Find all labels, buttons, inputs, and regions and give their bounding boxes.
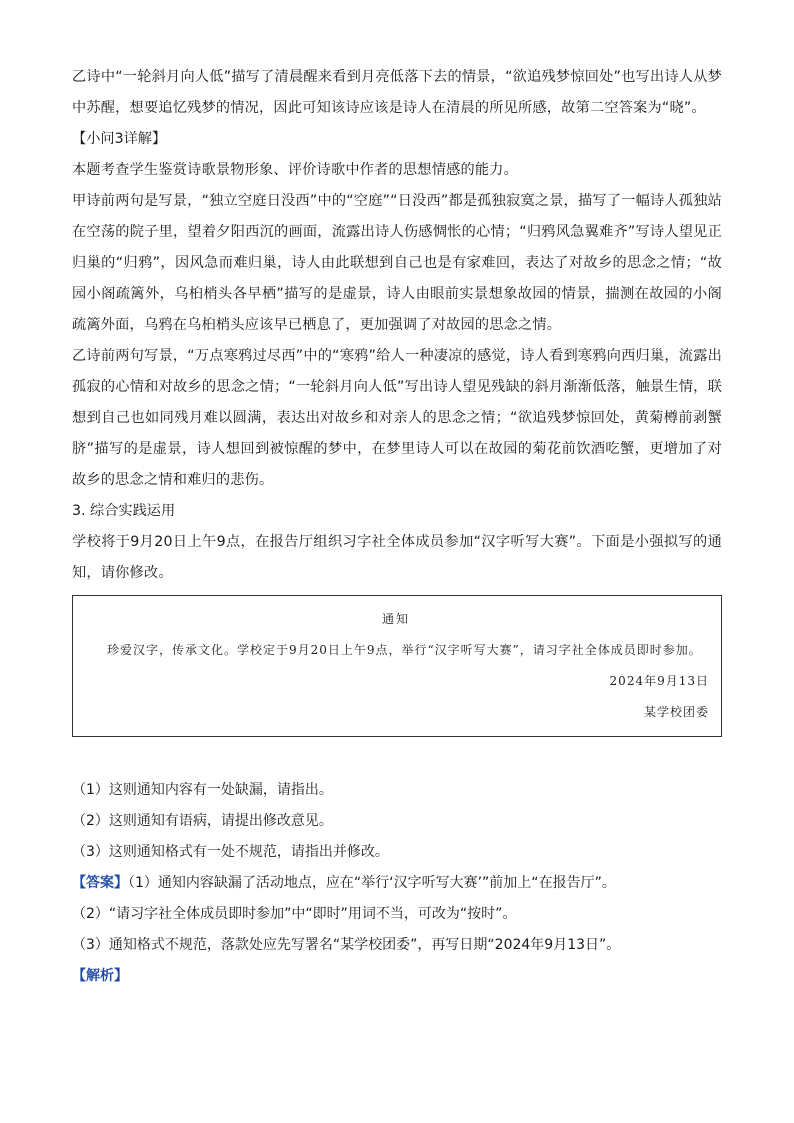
sub-question-1: （1）这则通知内容有一处缺漏，请指出。 [72,782,333,798]
notice-box [72,595,722,737]
notice-signature: 某学校团委 [643,705,709,719]
analysis-intro: 本题考查学生鉴赏诗歌景物形象、评价诗歌中作者的思想情感的能力。 [72,162,519,178]
notice-body: 珍爱汉字，传承文化。学校定于9月20日上午9点，举行“汉字听写大赛”，请习字社全体成员即时参加。 [107,643,702,657]
paragraph-poem-b-moon: 乙诗中“一轮斜月向人低”描写了清晨醒来看到月亮低落下去的情景，“欲追残梦惊回处”也写出诗人从梦中苏醒，想要追忆残梦的情况，因此可知该诗应该是诗人在清晨的所见所感，故第二空答案为“晓”。 [72,69,722,116]
question-3-intro: 学校将于9月20日上午9点，在报告厅组织习字社全体成员参加“汉字听写大赛”。下面是小强拟写的通知，请你修改。 [72,534,722,581]
answer-1: （1）通知内容缺漏了活动地点，应在“举行‘汉字听写大赛’”前加上“在报告厅”。 [128,875,616,891]
notice-date: 2024年9月13日 [609,674,709,688]
notice-title: 通知 [381,612,410,626]
document-page [72,62,722,992]
analysis-tag: 【解析】 [72,968,128,984]
analysis-poem-a: 甲诗前两句是写景，“独立空庭日没西”中的“空庭”“日没西”都是孤独寂寞之景，描写了一幅诗人孤独站在空荡的院子里，望着夕阳西沉的画面，流露出诗人伤感惆怅的心情；“归鸦风急翼难齐”写诗人望见正归巢的“归鸦”，因风急而难归巢，诗人由此联想到自己也是有家难回，表达了对故乡的思念之情；“故园小阁疏篱外，乌桕梢头各早栖”描写的是虚景，诗人由眼前实景想象故园的情景，揣测在故园的小阁疏篱外面，乌鸦在乌桕梢头应该早已栖息了，更加强调了对故园的思念之情。 [72,193,722,333]
analysis-poem-b: 乙诗前两句写景，“万点寒鸦过尽西”中的“寒鸦”给人一种凄凉的感觉，诗人看到寒鸦向西归巢，流露出孤寂的心情和对故乡的思念之情；“一轮斜月向人低”写出诗人望见残缺的斜月渐渐低落，触景生情，联想到自己也如同残月难以圆满，表达出对故乡和对亲人的思念之情；“欲追残梦惊回处，黄菊樽前剥蟹脐”描写的是虚景，诗人想回到被惊醒的梦中，在梦里诗人可以在故园的菊花前饮酒吃蟹，更增加了对故乡的思念之情和难归的悲伤。 [72,348,722,488]
spacer [72,737,722,775]
answer-3: （3）通知格式不规范，落款处应先写署名“某学校团委”，再写日期“2024年9月13日”。 [72,937,621,953]
sub-question-3: （3）这则通知格式有一处不规范，请指出并修改。 [72,844,389,860]
small-question-3-heading: 【小问3详解】 [72,131,167,147]
analysis-line [72,961,722,992]
sub-question-2: （2）这则通知有语病，请提出修改意见。 [72,813,333,829]
answer-line-1 [72,868,722,899]
question-3-title: 3. 综合实践运用 [72,503,176,519]
answer-tag: 【答案】 [72,875,128,891]
answer-2: （2）“请习字社全体成员即时参加”中“即时”用词不当，可改为“按时”。 [72,906,517,922]
